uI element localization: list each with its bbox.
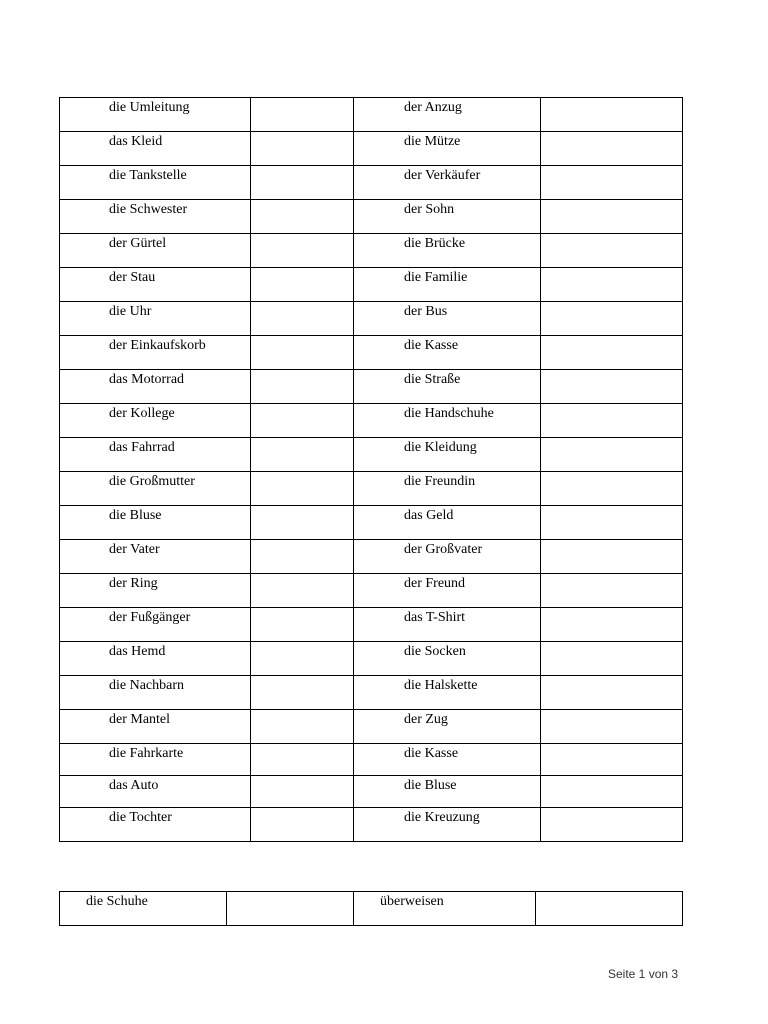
vocabulary-table-body [60,98,683,842]
word-cell: der Bus [354,302,541,336]
answer-cell [541,506,683,540]
answer-cell [251,302,354,336]
answer-cell [251,710,354,744]
table-row [60,676,683,710]
word-cell: die Schuhe [60,892,227,926]
answer-cell [227,892,354,926]
answer-cell [251,438,354,472]
word-cell: der Vater [60,540,251,574]
word-cell: der Freund [354,574,541,608]
answer-cell [251,336,354,370]
answer-cell [541,302,683,336]
word-cell: die Fahrkarte [60,744,251,776]
table-row [60,506,683,540]
answer-cell [251,642,354,676]
answer-cell [541,676,683,710]
word-cell: die Kleidung [354,438,541,472]
answer-cell [541,132,683,166]
table-row [60,200,683,234]
page-number: Seite 1 von 3 [608,967,679,981]
answer-cell [251,472,354,506]
answer-cell [541,642,683,676]
word-cell: die Brücke [354,234,541,268]
answer-cell [541,808,683,842]
word-cell: das Auto [60,776,251,808]
table-row [60,574,683,608]
answer-cell [251,540,354,574]
vocabulary-extra-table [59,891,683,926]
answer-cell [541,744,683,776]
table-row [60,744,683,776]
word-cell: die Tankstelle [60,166,251,200]
table-row [60,370,683,404]
answer-cell [541,710,683,744]
answer-cell [251,744,354,776]
table-row [60,404,683,438]
answer-cell [541,540,683,574]
word-cell: der Stau [60,268,251,302]
word-cell: der Anzug [354,98,541,132]
word-cell: die Kreuzung [354,808,541,842]
answer-cell [541,336,683,370]
table-row [60,234,683,268]
word-cell: der Einkaufskorb [60,336,251,370]
word-cell: der Sohn [354,200,541,234]
word-cell: der Kollege [60,404,251,438]
answer-cell [251,200,354,234]
answer-cell [541,370,683,404]
word-cell: der Mantel [60,710,251,744]
table-row [60,710,683,744]
answer-cell [541,98,683,132]
word-cell: die Großmutter [60,472,251,506]
table-row [60,642,683,676]
word-cell: die Schwester [60,200,251,234]
word-cell: die Freundin [354,472,541,506]
answer-cell [536,892,683,926]
word-cell: der Ring [60,574,251,608]
table-row [60,776,683,808]
word-cell: das Motorrad [60,370,251,404]
word-cell: die Tochter [60,808,251,842]
word-cell: der Zug [354,710,541,744]
answer-cell [251,776,354,808]
table-row [60,166,683,200]
answer-cell [251,676,354,710]
table-row [60,472,683,506]
word-cell: die Umleitung [60,98,251,132]
word-cell: das Kleid [60,132,251,166]
word-cell: die Mütze [354,132,541,166]
table-row [60,808,683,842]
answer-cell [251,234,354,268]
answer-cell [541,200,683,234]
answer-cell [541,234,683,268]
word-cell: die Nachbarn [60,676,251,710]
answer-cell [541,574,683,608]
answer-cell [251,132,354,166]
word-cell: die Socken [354,642,541,676]
table-row [60,892,683,926]
word-cell: die Halskette [354,676,541,710]
answer-cell [251,268,354,302]
answer-cell [251,574,354,608]
vocabulary-table [59,97,683,842]
word-cell: das Geld [354,506,541,540]
answer-cell [251,370,354,404]
table-row [60,302,683,336]
answer-cell [251,506,354,540]
table-row [60,336,683,370]
word-cell: die Bluse [60,506,251,540]
answer-cell [251,404,354,438]
table-row [60,268,683,302]
word-cell: das T-Shirt [354,608,541,642]
answer-cell [251,808,354,842]
answer-cell [251,98,354,132]
word-cell: das Hemd [60,642,251,676]
answer-cell [541,404,683,438]
table-row [60,540,683,574]
table-row [60,98,683,132]
word-cell: das Fahrrad [60,438,251,472]
word-cell: die Kasse [354,744,541,776]
answer-cell [251,166,354,200]
word-cell: der Gürtel [60,234,251,268]
word-cell: überweisen [354,892,536,926]
word-cell: die Bluse [354,776,541,808]
word-cell: der Verkäufer [354,166,541,200]
table-row [60,608,683,642]
word-cell: der Großvater [354,540,541,574]
word-cell: die Familie [354,268,541,302]
word-cell: die Straße [354,370,541,404]
answer-cell [541,608,683,642]
answer-cell [541,438,683,472]
answer-cell [541,166,683,200]
table-row [60,438,683,472]
word-cell: die Uhr [60,302,251,336]
table-row [60,132,683,166]
word-cell: die Kasse [354,336,541,370]
answer-cell [251,608,354,642]
word-cell: der Fußgänger [60,608,251,642]
answer-cell [541,268,683,302]
word-cell: die Handschuhe [354,404,541,438]
answer-cell [541,776,683,808]
answer-cell [541,472,683,506]
